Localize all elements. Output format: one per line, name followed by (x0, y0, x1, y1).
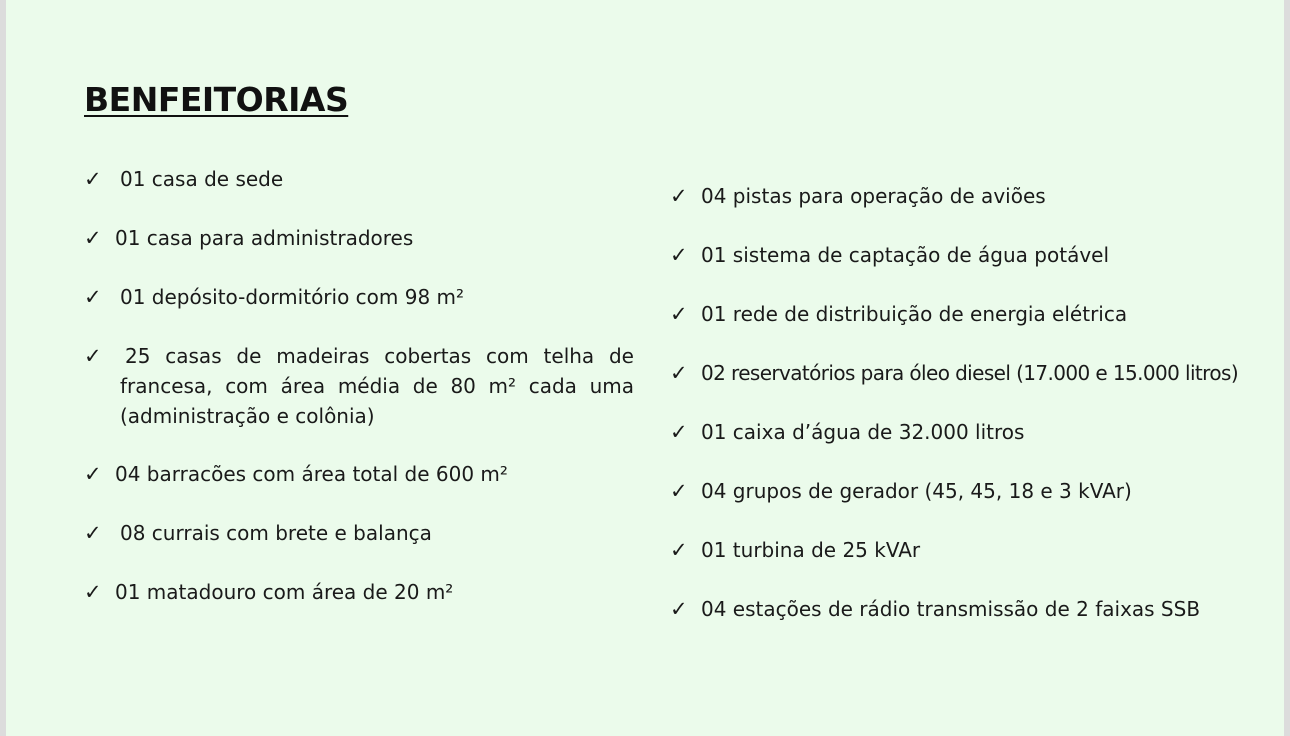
list-item-text: 04 estações de rádio transmissão de 2 faixas SSB (701, 597, 1201, 621)
checkmark-icon: ✓ (670, 597, 688, 621)
checkmark-icon: ✓ (670, 420, 688, 444)
checkmark-icon: ✓ (84, 580, 102, 604)
list-item-text: 01 sistema de captação de água potável (701, 243, 1110, 267)
checkmark-icon: ✓ (84, 167, 102, 191)
list-item-text: 02 reservatórios para óleo diesel (17.000 e 15.000 litros) (701, 361, 1239, 385)
checkmark-icon: ✓ (84, 521, 102, 545)
list-item-text: 01 casa para administradores (115, 226, 414, 250)
list-item-text: 01 matadouro com área de 20 m² (115, 580, 454, 604)
list-item-text: 01 depósito-dormitório com 98 m² (120, 285, 465, 309)
list-item-text: 01 caixa d’água de 32.000 litros (701, 420, 1025, 444)
checkmark-icon: ✓ (84, 285, 102, 309)
checkmark-icon: ✓ (670, 538, 688, 562)
checkmark-icon: ✓ (84, 226, 102, 250)
checkmark-icon: ✓ (84, 462, 102, 486)
list-item-text: 01 turbina de 25 kVAr (701, 538, 921, 562)
checkmark-icon: ✓ (670, 184, 688, 208)
list-item-text: 04 barracões com área total de 600 m² (115, 462, 508, 486)
list-item-text: 25 casas de madeiras cobertas com telha de francesa, com área média de 80 m² cada uma (administração e colônia) (120, 344, 634, 428)
checkmark-icon: ✓ (670, 479, 688, 503)
checkmark-icon: ✓ (670, 361, 688, 385)
list-item-text: 04 grupos de gerador (45, 45, 18 e 3 kVAr) (701, 479, 1132, 503)
checkmark-icon: ✓ (670, 302, 688, 326)
checkmark-icon: ✓ (670, 243, 688, 267)
list-item-text: 01 rede de distribuição de energia elétrica (701, 302, 1128, 326)
checkmark-icon: ✓ (84, 344, 102, 368)
page-title: BENFEITORIAS (84, 80, 349, 119)
list-item-text: 08 currais com brete e balança (120, 521, 432, 545)
list-item-text: 04 pistas para operação de aviões (701, 184, 1046, 208)
document-page (6, 0, 1284, 736)
list-item-text: 01 casa de sede (120, 167, 284, 191)
